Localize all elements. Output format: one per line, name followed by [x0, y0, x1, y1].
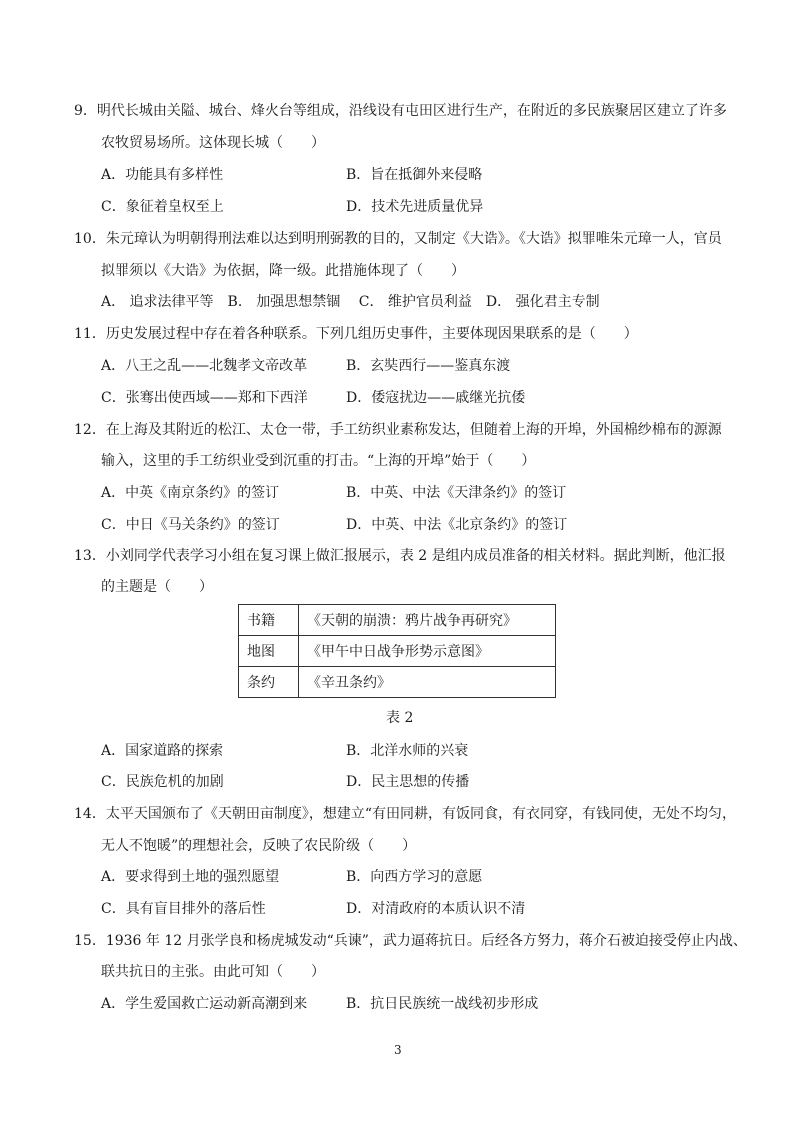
- question-15-stem-line-2: 联共抗日的主张。由此可知（ ）: [101, 964, 325, 980]
- question-12-option-d: D．中英、中法《北京条约》的签订: [346, 517, 568, 533]
- question-9-option-b: B．旨在抵御外来侵略: [346, 167, 483, 183]
- question-15-option-a: A．学生爱国救亡运动新高潮到来: [101, 996, 308, 1012]
- table-row: [239, 636, 556, 667]
- question-11-option-b: B．玄奘西行——鉴真东渡: [346, 358, 511, 374]
- question-12-option-c: C．中日《马关条约》的签订: [101, 517, 280, 533]
- table-cell-title: 《天朝的崩溃：鸦片战争再研究》: [299, 605, 556, 636]
- table-cell-type: 书籍: [239, 605, 299, 636]
- question-14-option-a: A．要求得到土地的强烈愿望: [101, 869, 280, 885]
- question-14-option-b: B．向西方学习的意愿: [346, 869, 483, 885]
- question-14-option-c: C．具有盲目排外的落后性: [101, 901, 266, 917]
- table-cell-type: 地图: [239, 636, 299, 667]
- question-15-stem-line-1: 15．1936 年 12 月张学良和杨虎城发动“兵谏”，武力逼蒋抗日。后经各方努力，蒋介石被迫接受停止内战、: [74, 933, 747, 949]
- question-12-option-a: A．中英《南京条约》的签订: [101, 485, 280, 501]
- question-11-stem-line-1: 11．历史发展过程中存在着各种联系。下列几组历史事件，主要体现因果联系的是（ ）: [74, 326, 638, 342]
- question-13-stem-line-1: 13．小刘同学代表学习小组在复习课上做汇报展示，表 2 是组内成员准备的相关材料。据此判断，他汇报: [74, 548, 726, 564]
- question-13-option-c: C．民族危机的加剧: [101, 774, 224, 790]
- question-9-option-c: C．象征着皇权至上: [101, 199, 224, 215]
- question-9-stem-line-2: 农牧贸易场所。这体现长城（ ）: [101, 135, 325, 151]
- table-row: [239, 605, 556, 636]
- question-14-option-d: D．对清政府的本质认识不清: [346, 901, 526, 917]
- table-cell-title: 《甲午中日战争形势示意图》: [299, 636, 556, 667]
- table-row: [239, 667, 556, 698]
- question-14-stem-line-1: 14．太平天国颁布了《天朝田亩制度》，想建立“有田同耕，有饭同食，有衣同穿，有钱同使，无处不均匀，: [74, 806, 736, 822]
- question-11-option-a: A．八王之乱——北魏孝文帝改革: [101, 358, 308, 374]
- question-9-stem-line-1: 9．明代长城由关隘、城台、烽火台等组成，沿线设有屯田区进行生产，在附近的多民族聚居区建立了许多: [74, 103, 727, 119]
- question-13-option-b: B．北洋水师的兴衰: [346, 743, 469, 759]
- page-number: 3: [394, 1043, 402, 1057]
- question-15-option-b: B．抗日民族统一战线初步形成: [346, 996, 539, 1012]
- question-10-stem-line-2: 拟罪须以《大诰》为依据，降一级。此措施体现了（ ）: [101, 263, 465, 279]
- table-cell-title: 《辛丑条约》: [299, 667, 556, 698]
- materials-table: [238, 604, 556, 698]
- question-11-option-d: D．倭寇扰边——戚继光抗倭: [346, 390, 526, 406]
- question-13-option-a: A．国家道路的探索: [101, 743, 224, 759]
- question-10-stem-line-1: 10．朱元璋认为明朝得刑法难以达到明刑弼教的目的，又制定《大诰》。《大诰》拟罪唯朱元璋一人，官员: [74, 231, 722, 247]
- question-9-option-d: D．技术先进质量优异: [346, 199, 484, 215]
- question-12-stem-line-2: 输入，这里的手工纺织业受到沉重的打击。“上海的开埠”始于（ ）: [101, 453, 536, 469]
- question-12-stem-line-1: 12．在上海及其附近的松江、太仓一带，手工纺织业素称发达，但随着上海的开埠，外国棉纱棉布的源源: [74, 422, 722, 438]
- question-13-stem-line-2: 的主题是（ ）: [101, 579, 213, 595]
- question-12-option-b: B．中英、中法《天津条约》的签订: [346, 485, 567, 501]
- question-10-options: A． 追求法律平等 B． 加强思想禁锢 C． 维护官员利益 D． 强化君主专制: [101, 294, 600, 310]
- table-caption: 表 2: [386, 710, 414, 726]
- question-11-option-c: C．张骞出使西域——郑和下西洋: [101, 390, 308, 406]
- question-13-option-d: D．民主思想的传播: [346, 774, 470, 790]
- question-9-option-a: A．功能具有多样性: [101, 167, 224, 183]
- question-14-stem-line-2: 无人不饱暖”的理想社会，反映了农民阶级（ ）: [101, 838, 417, 854]
- table-cell-type: 条约: [239, 667, 299, 698]
